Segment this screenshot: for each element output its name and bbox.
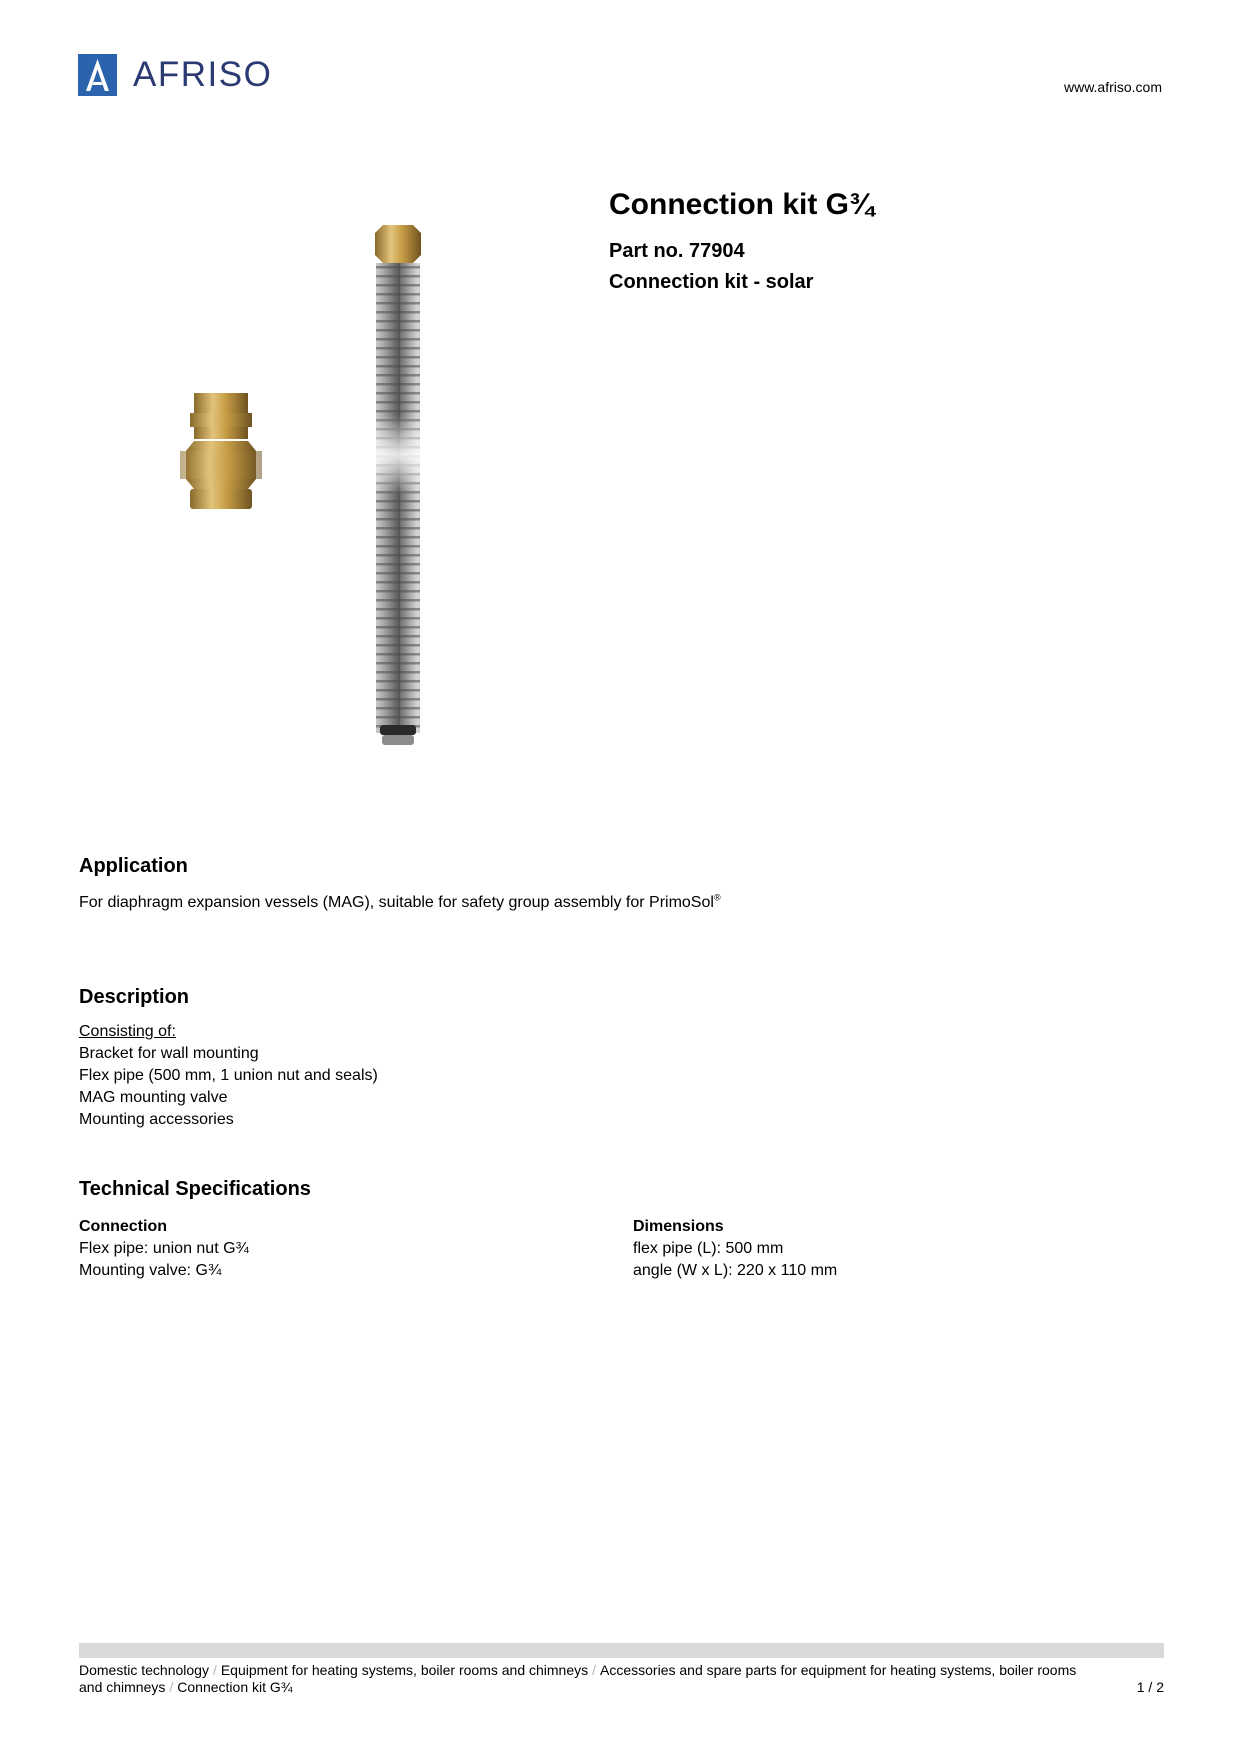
breadcrumb-separator: / [212, 1662, 217, 1678]
breadcrumb-item[interactable]: Equipment for heating systems, boiler rooms and chimneys [220, 1662, 589, 1678]
description-item: Mounting accessories [79, 1111, 234, 1128]
technical-specifications-heading: Technical Specifications [79, 1178, 311, 1200]
afriso-logo [78, 54, 272, 96]
afriso-logo-icon [78, 54, 117, 96]
connection-spec-line: Flex pipe: union nut G¾ [79, 1240, 249, 1257]
part-number: Part no. 77904 [609, 240, 745, 262]
breadcrumb [79, 1662, 1079, 1696]
application-heading: Application [79, 855, 188, 877]
breadcrumb-item[interactable]: Accessories and spare parts for equipment for heating systems, boiler rooms and chimneys [79, 1662, 1077, 1695]
breadcrumb-separator: / [169, 1679, 174, 1695]
application-text-body: For diaphragm expansion vessels (MAG), suitable for safety group assembly for PrimoSol [79, 894, 714, 911]
description-item: Flex pipe (500 mm, 1 union nut and seals) [79, 1067, 378, 1084]
dimension-spec-line: flex pipe (L): 500 mm [633, 1240, 784, 1257]
breadcrumb-item[interactable]: Domestic technology [79, 1662, 209, 1678]
dimension-spec-line: angle (W x L): 220 x 110 mm [633, 1262, 838, 1279]
registered-mark: ® [713, 892, 721, 903]
product-title: Connection kit G¾ [609, 188, 875, 221]
connection-specs [79, 1216, 249, 1282]
description-heading: Description [79, 986, 190, 1008]
application-text [79, 892, 721, 914]
brand-name: AFRISO [133, 55, 273, 94]
consisting-of-label: Consisting of: [79, 1023, 176, 1040]
connection-title: Connection [79, 1218, 167, 1235]
flex-pipe [370, 225, 426, 745]
dimensions-title: Dimensions [633, 1218, 724, 1235]
connection-spec-line: Mounting valve: G¾ [79, 1262, 222, 1279]
breadcrumb-item[interactable]: Connection kit G¾ [177, 1679, 293, 1695]
website-link[interactable]: www.afriso.com [1063, 79, 1162, 95]
product-category: Connection kit - solar [609, 271, 814, 293]
breadcrumb-separator: / [592, 1662, 597, 1678]
product-image [180, 215, 480, 760]
description-item: Bracket for wall mounting [79, 1045, 259, 1062]
mounting-valve [180, 393, 262, 509]
page-number: 1 / 2 [1136, 1679, 1164, 1695]
description-item: MAG mounting valve [79, 1089, 228, 1106]
footer-divider-bar [79, 1643, 1164, 1658]
dimension-specs [633, 1216, 837, 1282]
description-list [79, 1021, 378, 1131]
